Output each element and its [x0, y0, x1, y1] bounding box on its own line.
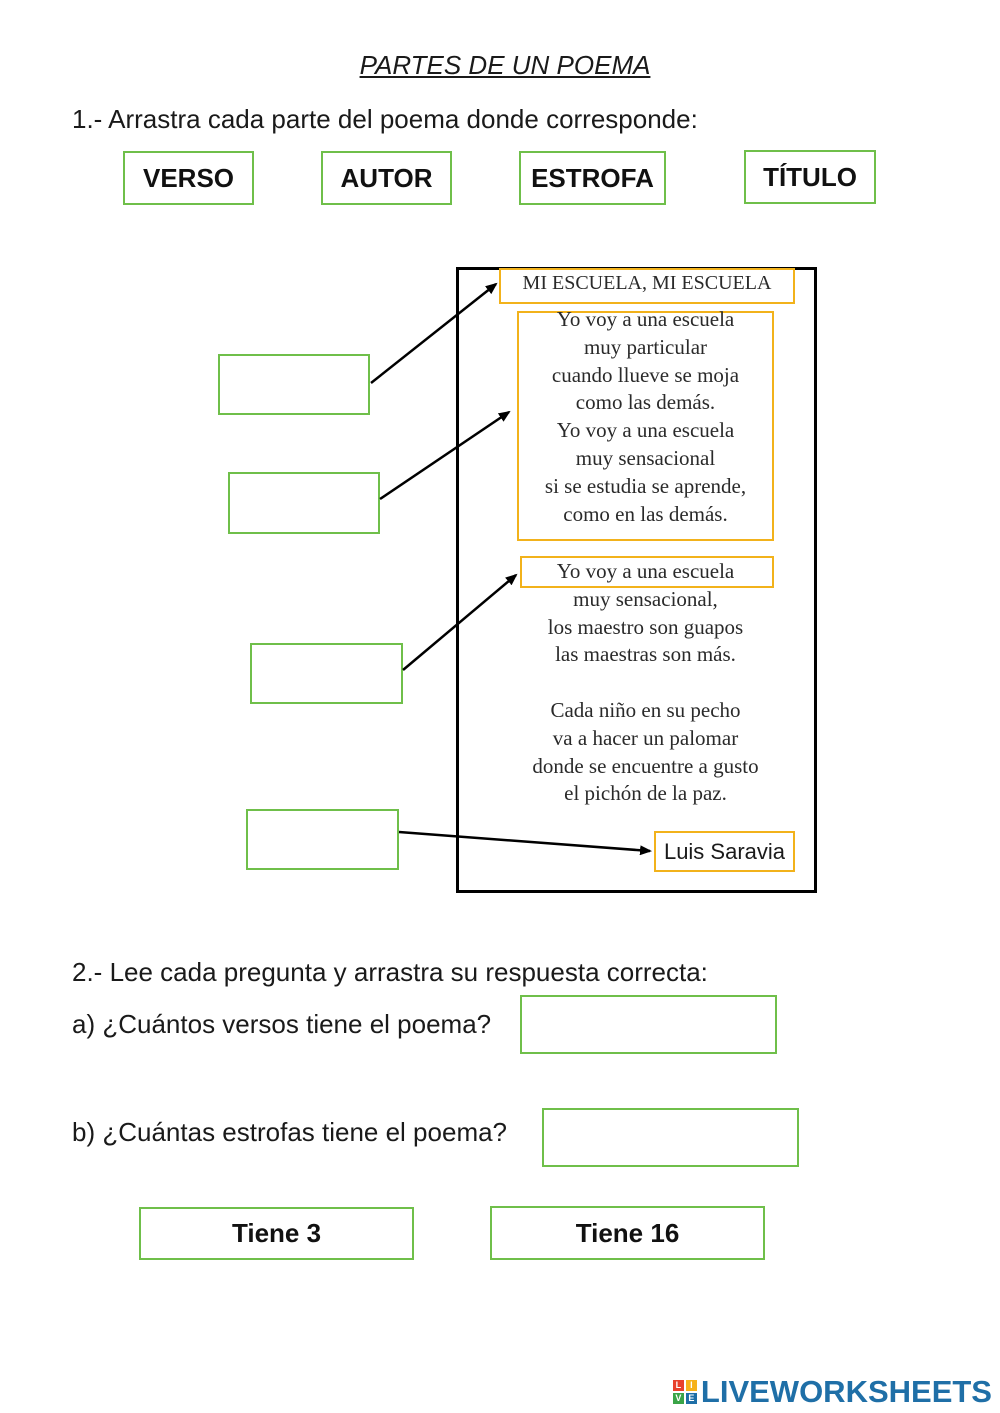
answer-chip-3[interactable]: Tiene 3: [139, 1207, 414, 1260]
arrow-to-title: [371, 284, 496, 383]
liveworksheets-logo: [673, 1374, 992, 1410]
logo-mark-icon: L I V E: [673, 1380, 697, 1404]
chip-autor[interactable]: AUTOR: [321, 151, 452, 205]
verse: muy particular: [583, 334, 708, 359]
page-title: PARTES DE UN POEMA: [359, 50, 651, 80]
verse: como las demás.: [575, 390, 716, 415]
poem-title: MI ESCUELA, MI ESCUELA: [522, 272, 772, 294]
verse: va a hacer un palomar: [552, 725, 739, 750]
verse: los maestro son guapos: [547, 614, 744, 639]
chip-titulo[interactable]: TÍTULO: [744, 150, 876, 204]
verse: muy sensacional: [575, 445, 716, 470]
chip-verso[interactable]: VERSO: [123, 151, 254, 205]
question-b: b) ¿Cuántas estrofas tiene el poema?: [72, 1117, 508, 1147]
verse: las maestras son más.: [555, 642, 736, 667]
verse: si se estudia se aprende,: [544, 473, 747, 498]
verse: Yo voy a una escuela: [556, 418, 735, 443]
exercise1-instruction: 1.- Arrastra cada parte del poema donde corresponde:: [72, 104, 698, 134]
exercise2-instruction: 2.- Lee cada pregunta y arrastra su respuesta correcta:: [72, 957, 708, 987]
question-a: a) ¿Cuántos versos tiene el poema?: [72, 1009, 492, 1039]
verse: el pichón de la paz.: [564, 781, 727, 806]
drop-zone-answer-a[interactable]: [520, 995, 777, 1054]
logo-text: LIVEWORKSHEETS: [700, 1374, 992, 1409]
verse: como en las demás.: [563, 501, 728, 526]
arrow-to-stanza: [380, 412, 509, 499]
verse: Yo voy a una escuela: [556, 307, 735, 331]
chip-estrofa[interactable]: ESTROFA: [519, 151, 666, 205]
verse: muy sensacional,: [573, 586, 718, 611]
drop-zone-answer-b[interactable]: [542, 1108, 799, 1167]
verse-highlighted: Yo voy a una escuela: [556, 559, 735, 583]
poem-author: Luis Saravia: [654, 831, 795, 872]
verse: Cada niño en su pecho: [550, 698, 741, 722]
verse: donde se encuentre a gusto: [532, 753, 759, 778]
arrow-to-author: [399, 832, 650, 851]
answer-chip-16[interactable]: Tiene 16: [490, 1206, 765, 1260]
arrow-to-verse: [403, 575, 516, 670]
verse: cuando llueve se moja: [551, 362, 740, 387]
